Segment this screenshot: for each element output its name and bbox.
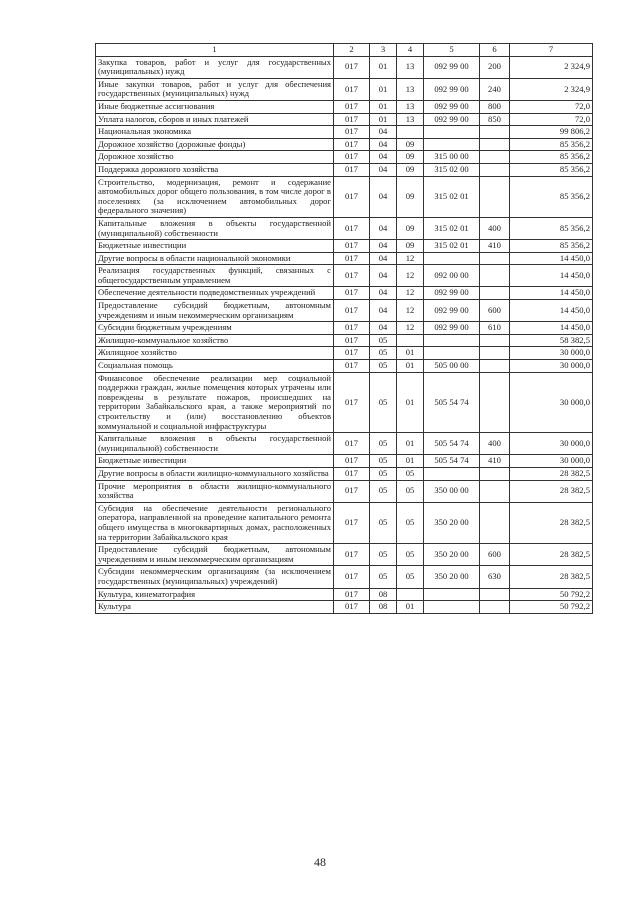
row-target-item: 350 20 00: [424, 544, 480, 566]
row-target-item: [424, 347, 480, 360]
row-subsection: 13: [397, 78, 424, 100]
row-section: 04: [370, 217, 397, 239]
row-subsection: 13: [397, 56, 424, 78]
row-expense-type: [480, 601, 510, 614]
budget-table: [95, 43, 593, 614]
row-description: Жилищное хозяйство: [96, 347, 334, 360]
row-amount: 99 806,2: [510, 126, 593, 139]
row-expense-type: 410: [480, 240, 510, 253]
row-code: 017: [334, 372, 370, 433]
row-target-item: 092 99 00: [424, 287, 480, 300]
row-code: 017: [334, 151, 370, 164]
row-amount: 85 356,2: [510, 217, 593, 239]
row-expense-type: [480, 138, 510, 151]
row-code: 017: [334, 601, 370, 614]
row-amount: 85 356,2: [510, 240, 593, 253]
row-section: 04: [370, 265, 397, 287]
row-expense-type: [480, 360, 510, 373]
row-code: 017: [334, 588, 370, 601]
row-amount: 58 382,5: [510, 334, 593, 347]
table-row: [96, 163, 593, 176]
row-subsection: 12: [397, 322, 424, 335]
row-section: 05: [370, 544, 397, 566]
row-target-item: 315 02 00: [424, 163, 480, 176]
row-subsection: 05: [397, 544, 424, 566]
row-subsection: 05: [397, 480, 424, 502]
row-description: Субсидии некоммерческим организациям (за исключением государственных (муниципальных) учреждений): [96, 566, 334, 588]
row-subsection: 09: [397, 176, 424, 217]
table-row: [96, 334, 593, 347]
row-expense-type: [480, 372, 510, 433]
column-header: 1: [96, 44, 334, 57]
row-expense-type: 610: [480, 322, 510, 335]
row-amount: 28 382,5: [510, 480, 593, 502]
table-row: [96, 240, 593, 253]
row-expense-type: 600: [480, 300, 510, 322]
row-expense-type: [480, 126, 510, 139]
table-row: [96, 502, 593, 543]
row-amount: 85 356,2: [510, 176, 593, 217]
row-code: 017: [334, 100, 370, 113]
row-description: Бюджетные инвестиции: [96, 455, 334, 468]
row-target-item: [424, 334, 480, 347]
row-section: 01: [370, 113, 397, 126]
row-subsection: [397, 126, 424, 139]
row-description: Поддержка дорожного хозяйства: [96, 163, 334, 176]
row-description: Иные закупки товаров, работ и услуг для обеспечения государственных (муниципальных) нужд: [96, 78, 334, 100]
row-code: 017: [334, 78, 370, 100]
row-code: 017: [334, 217, 370, 239]
row-expense-type: 410: [480, 455, 510, 468]
row-amount: 28 382,5: [510, 566, 593, 588]
row-code: 017: [334, 287, 370, 300]
row-target-item: [424, 138, 480, 151]
row-section: 05: [370, 334, 397, 347]
row-subsection: 12: [397, 287, 424, 300]
row-target-item: 092 99 00: [424, 100, 480, 113]
row-description: Социальная помощь: [96, 360, 334, 373]
row-code: 017: [334, 265, 370, 287]
row-section: 05: [370, 372, 397, 433]
row-section: 01: [370, 100, 397, 113]
table-row: [96, 588, 593, 601]
row-target-item: [424, 252, 480, 265]
row-subsection: 05: [397, 566, 424, 588]
row-description: Бюджетные инвестиции: [96, 240, 334, 253]
row-subsection: 13: [397, 100, 424, 113]
row-section: 04: [370, 287, 397, 300]
row-expense-type: [480, 163, 510, 176]
row-target-item: 505 54 74: [424, 455, 480, 468]
row-description: Культура: [96, 601, 334, 614]
row-section: 05: [370, 467, 397, 480]
row-section: 01: [370, 56, 397, 78]
row-target-item: 350 20 00: [424, 566, 480, 588]
row-target-item: 315 02 01: [424, 217, 480, 239]
row-subsection: 12: [397, 252, 424, 265]
row-subsection: 12: [397, 265, 424, 287]
row-target-item: 092 99 00: [424, 113, 480, 126]
row-target-item: 505 54 74: [424, 372, 480, 433]
row-amount: 2 324,9: [510, 56, 593, 78]
column-header: 3: [370, 44, 397, 57]
row-amount: 85 356,2: [510, 138, 593, 151]
row-description: Другие вопросы в области национальной экономики: [96, 252, 334, 265]
row-subsection: 01: [397, 433, 424, 455]
row-expense-type: [480, 151, 510, 164]
row-target-item: [424, 588, 480, 601]
row-subsection: 01: [397, 601, 424, 614]
table-row: [96, 265, 593, 287]
row-code: 017: [334, 334, 370, 347]
row-target-item: [424, 601, 480, 614]
row-code: 017: [334, 455, 370, 468]
row-subsection: [397, 588, 424, 601]
row-code: 017: [334, 252, 370, 265]
row-amount: 85 356,2: [510, 151, 593, 164]
row-section: 05: [370, 502, 397, 543]
row-code: 017: [334, 360, 370, 373]
row-amount: 30 000,0: [510, 360, 593, 373]
row-subsection: 13: [397, 113, 424, 126]
row-target-item: 350 20 00: [424, 502, 480, 543]
table-row: [96, 467, 593, 480]
row-description: Прочие мероприятия в области жилищно-коммунального хозяйства: [96, 480, 334, 502]
table-row: [96, 100, 593, 113]
row-code: 017: [334, 113, 370, 126]
row-amount: 85 356,2: [510, 163, 593, 176]
row-section: 04: [370, 322, 397, 335]
table-row: [96, 113, 593, 126]
row-code: 017: [334, 502, 370, 543]
row-section: 04: [370, 300, 397, 322]
row-subsection: 01: [397, 360, 424, 373]
row-expense-type: [480, 287, 510, 300]
row-section: 04: [370, 163, 397, 176]
row-target-item: 505 54 74: [424, 433, 480, 455]
column-header: 7: [510, 44, 593, 57]
row-amount: 14 450,0: [510, 252, 593, 265]
table-row: [96, 601, 593, 614]
row-description: Финансовое обеспечение реализации мер социальной поддержки граждан, жилые помещения которых утрачены или повреждены в результате пожаров, происшедших на территории Забайкальского края, а также мероприятий по строительству и (или) восстановлению объектов коммунальной и социальной инфраструктуры: [96, 372, 334, 433]
column-header: 5: [424, 44, 480, 57]
row-expense-type: [480, 176, 510, 217]
row-description: Строительство, модернизация, ремонт и содержание автомобильных дорог общего пользования, в том числе дорог в поселениях (за исключением автомобильных дорог федерального значения): [96, 176, 334, 217]
row-section: 04: [370, 176, 397, 217]
table-row: [96, 287, 593, 300]
table-row: [96, 372, 593, 433]
row-target-item: 315 02 01: [424, 176, 480, 217]
row-target-item: [424, 126, 480, 139]
row-subsection: 01: [397, 347, 424, 360]
column-header: 4: [397, 44, 424, 57]
row-code: 017: [334, 163, 370, 176]
row-expense-type: 200: [480, 56, 510, 78]
row-expense-type: [480, 502, 510, 543]
row-expense-type: [480, 252, 510, 265]
row-target-item: [424, 467, 480, 480]
table-row: [96, 56, 593, 78]
row-target-item: 350 00 00: [424, 480, 480, 502]
row-expense-type: 850: [480, 113, 510, 126]
row-description: Субсидии бюджетным учреждениям: [96, 322, 334, 335]
row-section: 08: [370, 601, 397, 614]
row-subsection: 05: [397, 502, 424, 543]
row-code: 017: [334, 347, 370, 360]
table-row: [96, 151, 593, 164]
row-amount: 28 382,5: [510, 502, 593, 543]
row-target-item: 315 00 00: [424, 151, 480, 164]
row-target-item: 505 00 00: [424, 360, 480, 373]
row-amount: 14 450,0: [510, 287, 593, 300]
row-amount: 14 450,0: [510, 265, 593, 287]
column-header: 2: [334, 44, 370, 57]
row-code: 017: [334, 322, 370, 335]
row-description: Капитальные вложения в объекты государственной (муниципальной) собственности: [96, 217, 334, 239]
row-target-item: 092 00 00: [424, 265, 480, 287]
table-row: [96, 78, 593, 100]
row-expense-type: [480, 467, 510, 480]
row-section: 05: [370, 480, 397, 502]
row-amount: 72,0: [510, 100, 593, 113]
row-description: Реализация государственных функций, связанных с общегосударственным управлением: [96, 265, 334, 287]
row-code: 017: [334, 467, 370, 480]
row-amount: 28 382,5: [510, 467, 593, 480]
row-subsection: 09: [397, 151, 424, 164]
row-expense-type: 400: [480, 217, 510, 239]
table-row: [96, 138, 593, 151]
table-row: [96, 126, 593, 139]
row-amount: 28 382,5: [510, 544, 593, 566]
row-code: 017: [334, 138, 370, 151]
row-subsection: 09: [397, 138, 424, 151]
row-section: 05: [370, 347, 397, 360]
table-row: [96, 300, 593, 322]
row-description: Предоставление субсидий бюджетным, автономным учреждениям и иным некоммерческим организациям: [96, 300, 334, 322]
row-description: Капитальные вложения в объекты государственной (муниципальной) собственности: [96, 433, 334, 455]
row-subsection: 05: [397, 467, 424, 480]
row-expense-type: 630: [480, 566, 510, 588]
row-code: 017: [334, 56, 370, 78]
row-description: Предоставление субсидий бюджетным, автономным учреждениям и иным некоммерческим организациям: [96, 544, 334, 566]
row-target-item: 092 99 00: [424, 56, 480, 78]
row-section: 05: [370, 433, 397, 455]
row-code: 017: [334, 480, 370, 502]
table-row: [96, 544, 593, 566]
row-description: Жилищно-коммунальное хозяйство: [96, 334, 334, 347]
row-description: Дорожное хозяйство: [96, 151, 334, 164]
row-section: 05: [370, 566, 397, 588]
row-description: Обеспечение деятельности подведомственных учреждений: [96, 287, 334, 300]
row-code: 017: [334, 300, 370, 322]
row-code: 017: [334, 126, 370, 139]
row-subsection: 01: [397, 455, 424, 468]
column-header: 6: [480, 44, 510, 57]
row-subsection: 09: [397, 240, 424, 253]
row-section: 04: [370, 240, 397, 253]
row-amount: 50 792,2: [510, 588, 593, 601]
row-description: Закупка товаров, работ и услуг для государственных (муниципальных) нужд: [96, 56, 334, 78]
row-amount: 30 000,0: [510, 455, 593, 468]
row-expense-type: 800: [480, 100, 510, 113]
row-expense-type: [480, 265, 510, 287]
table-row: [96, 217, 593, 239]
row-amount: 14 450,0: [510, 322, 593, 335]
row-section: 04: [370, 126, 397, 139]
row-section: 04: [370, 252, 397, 265]
row-amount: 14 450,0: [510, 300, 593, 322]
row-description: Другие вопросы в области жилищно-коммунального хозяйства: [96, 467, 334, 480]
table-row: [96, 480, 593, 502]
row-section: 01: [370, 78, 397, 100]
row-amount: 72,0: [510, 113, 593, 126]
row-section: 05: [370, 360, 397, 373]
row-expense-type: [480, 347, 510, 360]
row-subsection: [397, 334, 424, 347]
row-expense-type: 400: [480, 433, 510, 455]
row-subsection: 09: [397, 163, 424, 176]
row-code: 017: [334, 433, 370, 455]
row-target-item: 092 99 00: [424, 322, 480, 335]
row-amount: 2 324,9: [510, 78, 593, 100]
table-row: [96, 347, 593, 360]
table-row: [96, 455, 593, 468]
row-expense-type: 600: [480, 544, 510, 566]
row-description: Национальная экономика: [96, 126, 334, 139]
row-code: 017: [334, 240, 370, 253]
table-row: [96, 252, 593, 265]
row-target-item: 092 99 00: [424, 300, 480, 322]
row-section: 08: [370, 588, 397, 601]
table-body: [96, 56, 593, 613]
row-amount: 50 792,2: [510, 601, 593, 614]
row-code: 017: [334, 544, 370, 566]
table-row: [96, 433, 593, 455]
row-description: Культура, кинематография: [96, 588, 334, 601]
row-subsection: 12: [397, 300, 424, 322]
table-row: [96, 176, 593, 217]
budget-table-page: [95, 43, 592, 614]
row-description: Дорожное хозяйство (дорожные фонды): [96, 138, 334, 151]
table-row: [96, 360, 593, 373]
row-code: 017: [334, 176, 370, 217]
row-amount: 30 000,0: [510, 347, 593, 360]
table-row: [96, 322, 593, 335]
row-subsection: 01: [397, 372, 424, 433]
row-description: Уплата налогов, сборов и иных платежей: [96, 113, 334, 126]
row-section: 04: [370, 138, 397, 151]
row-section: 04: [370, 151, 397, 164]
row-expense-type: 240: [480, 78, 510, 100]
row-target-item: 315 02 01: [424, 240, 480, 253]
row-description: Иные бюджетные ассигнования: [96, 100, 334, 113]
row-expense-type: [480, 480, 510, 502]
row-amount: 30 000,0: [510, 372, 593, 433]
table-row: [96, 566, 593, 588]
row-subsection: 09: [397, 217, 424, 239]
row-target-item: 092 99 00: [424, 78, 480, 100]
row-amount: 30 000,0: [510, 433, 593, 455]
row-expense-type: [480, 588, 510, 601]
row-description: Субсидия на обеспечение деятельности регионального оператора, направленной на проведение капитального ремонта общего имущества в многоквартирных домах, расположенных на территории Забайкальского края: [96, 502, 334, 543]
row-section: 05: [370, 455, 397, 468]
row-expense-type: [480, 334, 510, 347]
table-header-row: [96, 44, 593, 57]
row-code: 017: [334, 566, 370, 588]
page-number: 48: [314, 855, 326, 869]
